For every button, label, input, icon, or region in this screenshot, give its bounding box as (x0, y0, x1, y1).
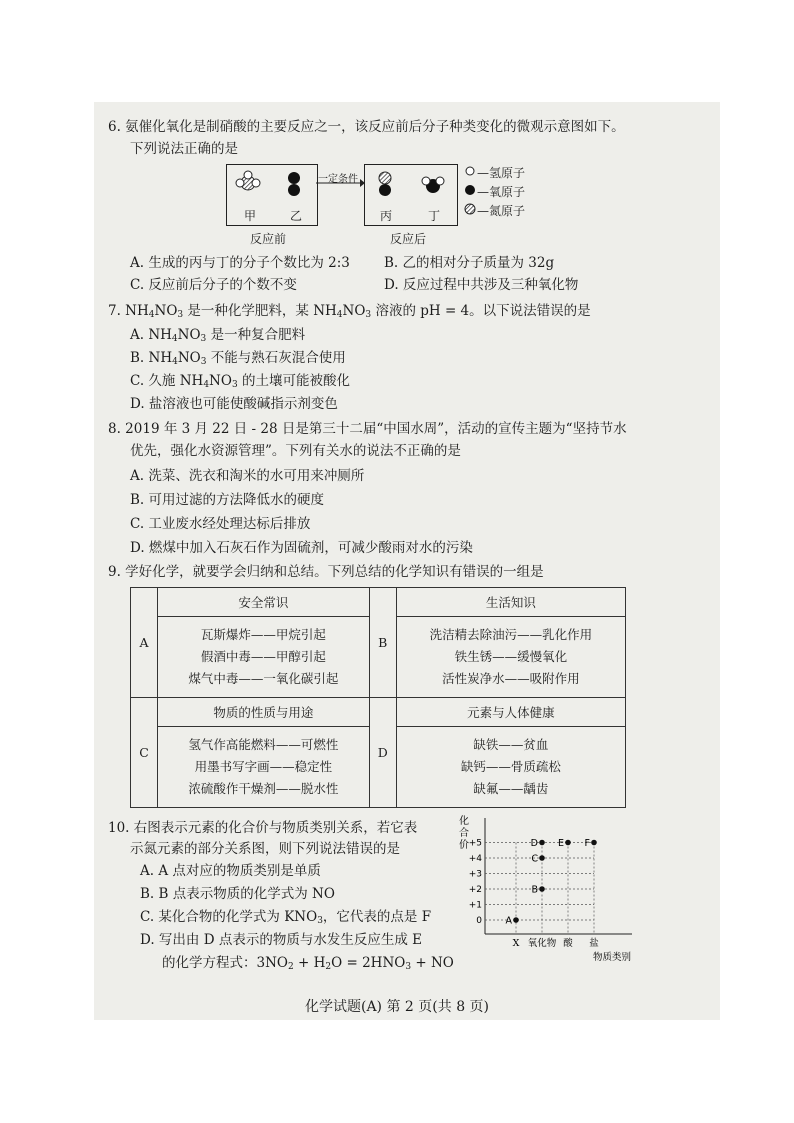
y-tick-label: +4 (468, 854, 482, 864)
data-point-label: F (584, 838, 590, 849)
x-tick-label: X (512, 938, 520, 949)
q9-title-a: 安全常识 (158, 588, 370, 617)
data-point (591, 840, 597, 846)
q9-letter-b: B (369, 588, 396, 698)
q7-option-d: D. 盐溶液也可能使酸碱指示剂变色 (130, 396, 338, 412)
y-tick-label: +2 (468, 885, 482, 895)
data-point-label: B (531, 884, 538, 896)
q9-letter-d: D (369, 698, 396, 808)
data-point (539, 886, 545, 892)
q10-option-d-equation: 的化学方程式：$3NO_2 + H_2O = 2HNO_3$ + NO (162, 955, 454, 972)
q9-d-item: 缺氟——龋齿 (473, 781, 549, 796)
data-point (539, 855, 545, 861)
data-point (539, 840, 545, 846)
data-point (565, 840, 571, 846)
q8-stem-2: 优先，强化水资源管理”。下列有关水的说法不正确的是 (130, 443, 461, 459)
q7-option-b: B. $NH_4NO_3$ 不能与熟石灰混合使用 (130, 350, 346, 367)
q9-title-d: 元素与人体健康 (396, 698, 625, 727)
data-point-label: D (530, 838, 538, 849)
q9-letter-a: A (131, 588, 158, 698)
q9-table (130, 587, 626, 808)
q9-cell-a (158, 617, 370, 698)
label-yi: 乙 (290, 209, 303, 223)
q9-title-c: 物质的性质与用途 (158, 698, 370, 727)
q10-stem: 10. 右图表示元素的化合价与物质类别关系，若它表 (108, 820, 418, 836)
q6-option-d: D. 反应过程中共涉及三种氧化物 (384, 277, 579, 293)
q6-stem: 6. 氨催化氧化是制硝酸的主要反应之一，该反应前后分子种类变化的微观示意图如下。 (108, 119, 625, 135)
q8-option-b: B. 可用过滤的方法降低水的硬度 (130, 492, 325, 508)
q6-molecules (0, 0, 794, 260)
x-tick-label: 氧化物 (527, 938, 557, 949)
q10-option-c: C. 某化合物的化学式为 $KNO_3$，它代表的点是 F (140, 909, 432, 926)
q10-stem-2: 示氮元素的部分关系图，则下列说法错误的是 (130, 841, 400, 857)
arrow-label: 一定条件 (318, 174, 358, 185)
q8-option-a: A. 洗菜、洗衣和淘米的水可用来冲厕所 (130, 468, 365, 484)
q10-option-b: B. B 点表示物质的化学式为 NO (140, 886, 335, 902)
q7-option-c: C. 久施 $NH_4NO_3$ 的土壤可能被酸化 (130, 373, 350, 390)
label-jia: 甲 (244, 209, 257, 223)
q7-option-a: A. $NH_4NO_3$ 是一种复合肥料 (130, 327, 306, 344)
q9-a-item: 假酒中毒——甲醇引起 (200, 649, 326, 664)
q9-a-item: 煤气中毒——一氧化碳引起 (188, 671, 339, 686)
q9-d-item: 缺钙——骨质疏松 (460, 759, 561, 774)
q9-a-item: 瓦斯爆炸——甲烷引起 (200, 627, 326, 642)
q9-cell-d (396, 727, 625, 808)
q9-stem: 9. 学好化学，就要学会归纳和总结。下列总结的化学知识有错误的一组是 (108, 564, 544, 580)
data-point-label: A (505, 915, 512, 927)
label-ding: 丁 (428, 209, 441, 223)
q9-b-item: 洗洁精去除油污——乳化作用 (429, 627, 593, 642)
x-axis-title: 物质类别 (592, 952, 632, 962)
caption-after: 反应后 (390, 232, 427, 246)
y-tick-label: +5 (468, 838, 482, 849)
legend-hydrogen: —氢原子 (477, 166, 526, 180)
q8-option-d: D. 燃煤中加入石灰石作为固硫剂，可减少酸雨对水的污染 (130, 540, 473, 556)
q6-option-c: C. 反应前后分子的个数不变 (130, 277, 297, 293)
x-tick-label: 盐 (589, 938, 599, 949)
q9-cell-c (158, 727, 370, 808)
q7-stem: 7. $NH_4NO_3$ 是一种化学肥料，某 $NH_4NO_3$ 溶液的 pH = 4。以下说法错误的是 (108, 303, 591, 320)
q9-title-b: 生活知识 (396, 588, 625, 617)
legend-oxygen: —氧原子 (477, 185, 526, 199)
q9-b-item: 活性炭净水——吸附作用 (442, 671, 580, 686)
q6-stem-2: 下列说法正确的是 (130, 141, 238, 157)
q9-b-item: 铁生锈——缓慢氧化 (454, 649, 568, 664)
q9-cell-b (396, 617, 625, 698)
label-bing: 丙 (380, 209, 393, 223)
q9-d-item: 缺铁——贫血 (473, 737, 549, 752)
q9-c-item: 用墨书写字画——稳定性 (194, 759, 333, 774)
legend-nitrogen: —氮原子 (477, 204, 526, 218)
caption-before: 反应前 (250, 232, 287, 246)
y-axis-title: 化 (459, 816, 469, 827)
y-tick-label: +1 (468, 900, 482, 911)
y-axis-title: 价 (459, 840, 469, 851)
y-tick-label: +3 (468, 869, 482, 880)
data-point (513, 917, 519, 923)
q10-valence-chart (440, 812, 640, 962)
q9-c-item: 浓硫酸作干燥剂——脱水性 (188, 781, 339, 796)
q9-c-item: 氢气作高能燃料——可燃性 (188, 737, 339, 752)
q6-option-a: A. 生成的丙与丁的分子个数比为 2:3 (130, 255, 350, 271)
q8-stem: 8. 2019 年 3 月 22 日 - 28 日是第三十二届“中国水周”，活动的宣传主题为“坚持节水 (108, 421, 627, 437)
q8-option-c: C. 工业废水经处理达标后排放 (130, 516, 311, 532)
x-tick-label: 酸 (563, 938, 573, 949)
q10-option-a: A. A 点对应的物质类别是单质 (140, 863, 321, 879)
y-axis-title: 合 (459, 828, 469, 839)
q9-letter-c: C (131, 698, 158, 808)
data-point-label: E (557, 838, 564, 849)
data-point-label: C (531, 853, 538, 865)
q10-option-d: D. 写出由 D 点表示的物质与水发生反应生成 E (140, 932, 422, 948)
page-footer: 化学试题(A) 第 2 页(共 8 页) (304, 999, 490, 1015)
y-tick-label: 0 (476, 916, 482, 926)
q6-option-b: B. 乙的相对分子质量为 32g (384, 255, 555, 271)
